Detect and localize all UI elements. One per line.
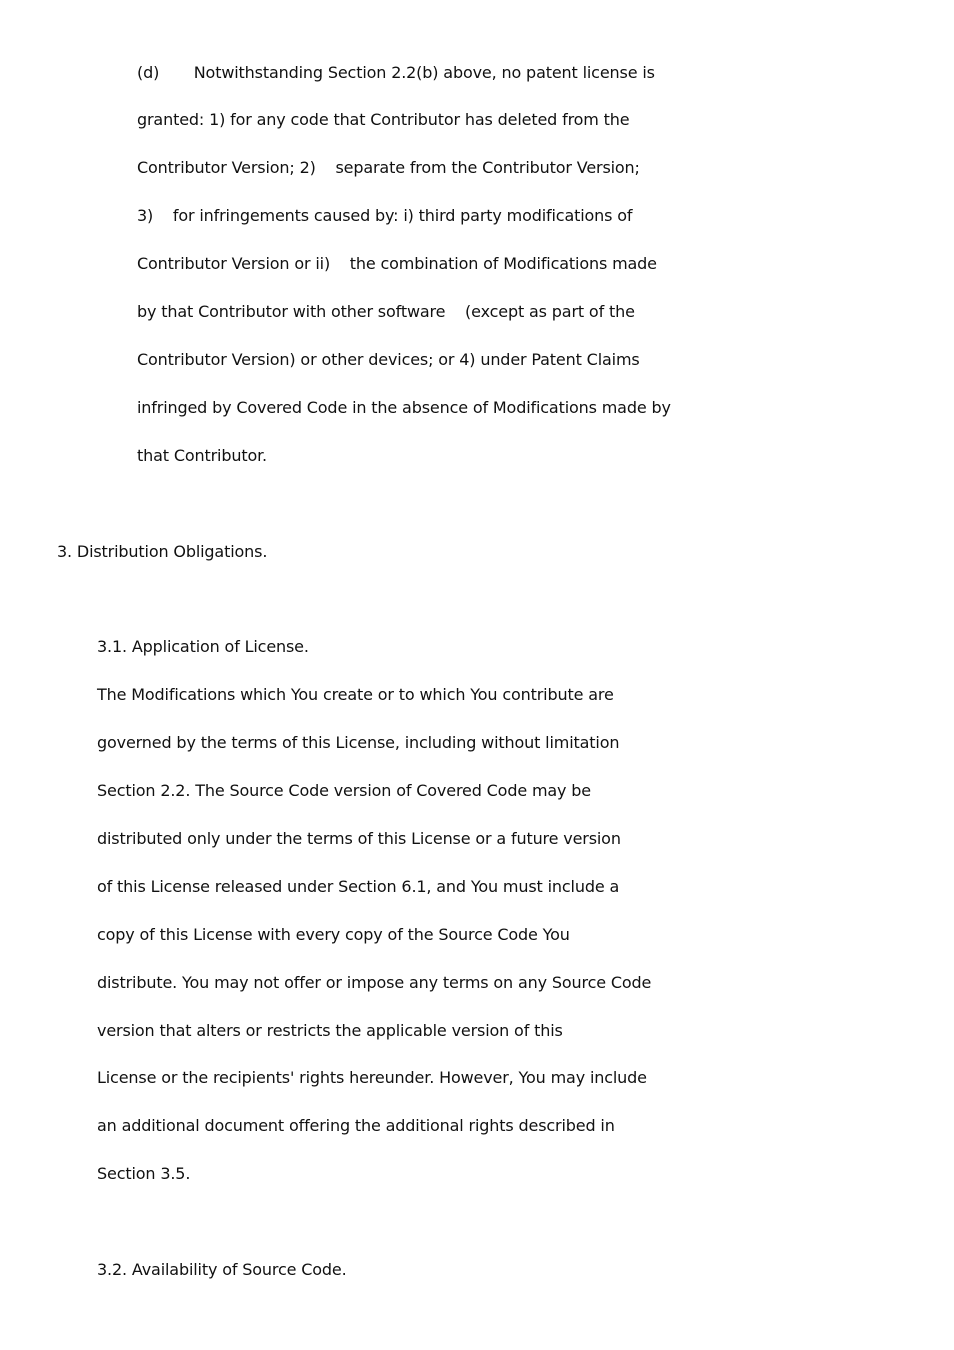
- section-3-1-line-3: Section 2.2. The Source Code version of Covered Code may be: [97, 781, 592, 800]
- section-3-1-line-4: distributed only under the terms of this License or a future version: [97, 829, 621, 848]
- section-3-1-line-11: Section 3.5.: [97, 1164, 191, 1183]
- section-3-1-line-2: governed by the terms of this License, including without limitation: [97, 733, 620, 752]
- section-3-1-line-1: The Modifications which You create or to which You contribute are: [97, 685, 614, 704]
- section-3-1-line-6: copy of this License with every copy of the Source Code You: [97, 925, 570, 944]
- section-3-1-line-9: License or the recipients' rights hereunder. However, You may include: [97, 1068, 647, 1087]
- section-d-line-8: infringed by Covered Code in the absence of Modifications made by: [137, 398, 671, 417]
- section-3-1-line-5: of this License released under Section 6.1, and You must include a: [97, 877, 620, 896]
- section-3-2-heading: 3.2. Availability of Source Code.: [97, 1260, 347, 1279]
- section-d-line-6: by that Contributor with other software (except as part of the: [137, 302, 635, 321]
- section-3-1-line-7: distribute. You may not offer or impose any terms on any Source Code: [97, 973, 652, 992]
- section-d-line-7: Contributor Version) or other devices; or 4) under Patent Claims: [137, 350, 640, 369]
- section-3-1-heading: 3.1. Application of License.: [97, 637, 309, 656]
- section-d-line-4: 3) for infringements caused by: i) third party modifications of: [137, 206, 633, 225]
- section-d-line-2: granted: 1) for any code that Contributor has deleted from the: [137, 110, 630, 129]
- section-3-heading: 3. Distribution Obligations.: [57, 542, 268, 561]
- section-3-1-line-10: an additional document offering the additional rights described in: [97, 1116, 615, 1135]
- section-d-line-3: Contributor Version; 2) separate from the Contributor Version;: [137, 158, 640, 177]
- section-d-line-9: that Contributor.: [137, 446, 267, 465]
- section-3-1-line-8: version that alters or restricts the applicable version of this: [97, 1021, 563, 1040]
- section-d-line-1: (d) Notwithstanding Section 2.2(b) above, no patent license is: [137, 63, 655, 82]
- section-d-line-5: Contributor Version or ii) the combination of Modifications made: [137, 254, 657, 273]
